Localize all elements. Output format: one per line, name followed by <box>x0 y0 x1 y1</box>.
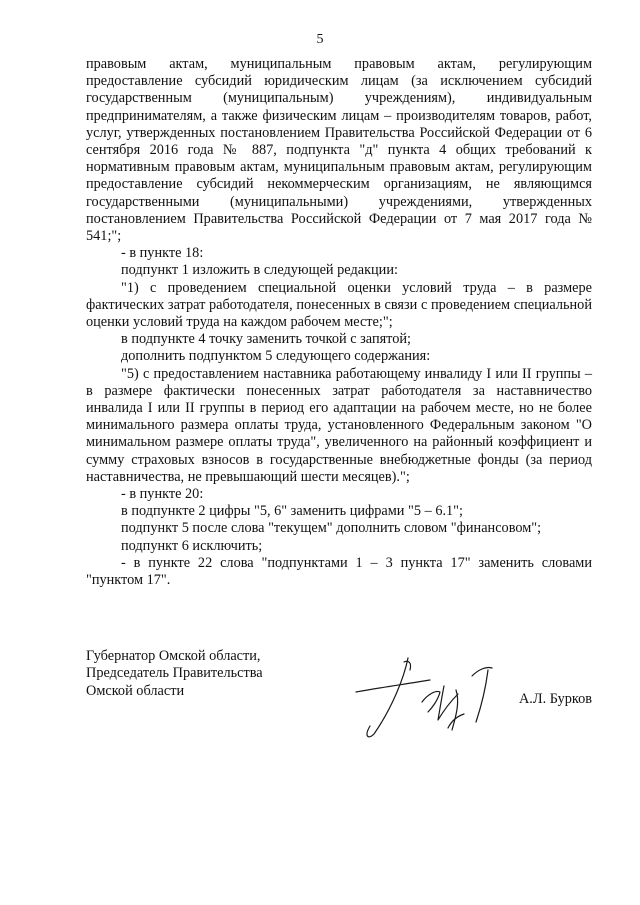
paragraph-subpoint-1-text: "1) с проведением специальной оценки условий труда – в размере фактических затрат работодателя, понесенных в связи с проведением специальной оценки условий труда на каждом рабочем месте;"; <box>86 279 592 331</box>
paragraph-subpoint-2-amend: в подпункте 2 цифры "5, 6" заменить цифрами "5 – 6.1"; <box>121 503 463 520</box>
handwritten-signature <box>348 650 518 742</box>
paragraph-subpoint-4: в подпункте 4 точку заменить точкой с запятой; <box>121 331 412 348</box>
signer-name: А.Л. Бурков <box>518 691 592 707</box>
paragraph-subpoint-1-intro: подпункт 1 изложить в следующей редакции: <box>121 262 398 279</box>
page-number: 5 <box>316 32 324 47</box>
paragraph-continuation: правовым актам, муниципальным правовым актам, регулирующим предоставление субсидий юридическим лицам (за исключением субсидий государственным (муниципальным) учреждениям), индивидуальным предпринимателям, а также физическим лицам – производителям товаров, работ, услуг, утвержденных постановлением Правительства Российской Федерации от 6 сентября 2016 года № 887, подпункта "д" пункта 4 общих требований к нормативным правовым актам, муниципальным правовым актам, регулирующим предоставление субсидий некоммерческим организациям, не являющимся государственными (муниципальными) учреждениями, утвержденных постановлением Правительства Российской Федерации от 7 мая 2017 года № 541;"; <box>86 56 592 245</box>
paragraph-subpoint-5-amend: подпункт 5 после слова "текущем" дополнить словом "финансовом"; <box>121 520 542 537</box>
signer-title-line: Губернатор Омской области, <box>86 648 261 664</box>
paragraph-point-22: - в пункте 22 слова "подпунктами 1 – 3 пункта 17" заменить словами "пунктом 17". <box>86 554 592 589</box>
document-body <box>86 56 592 589</box>
signer-title-line: Омской области <box>86 682 185 699</box>
signer-title-line: Председатель Правительства <box>86 665 263 682</box>
paragraph-point-18: - в пункте 18: <box>121 245 204 262</box>
paragraph-subpoint-5-text: "5) с предоставлением наставника работающему инвалиду I или II группы – в размере фактически понесенных затрат работодателя за наставничество инвалида I или II группы в период его адаптации на рабочем месте, но не более минимального размера оплаты труда, установленного Федеральным законом "О минимальном размере оплаты труда", увеличенного на районный коэффициент и сумму страховых взносов в государственные внебюджетные фонды (за период наставничества, не превышающий шести месяцев)."; <box>86 365 592 485</box>
paragraph-subpoint-6-delete: подпункт 6 исключить; <box>121 537 263 554</box>
signature-block <box>86 648 592 758</box>
paragraph-subpoint-5-intro: дополнить подпунктом 5 следующего содержания: <box>121 348 431 365</box>
paragraph-point-20: - в пункте 20: <box>121 486 204 503</box>
